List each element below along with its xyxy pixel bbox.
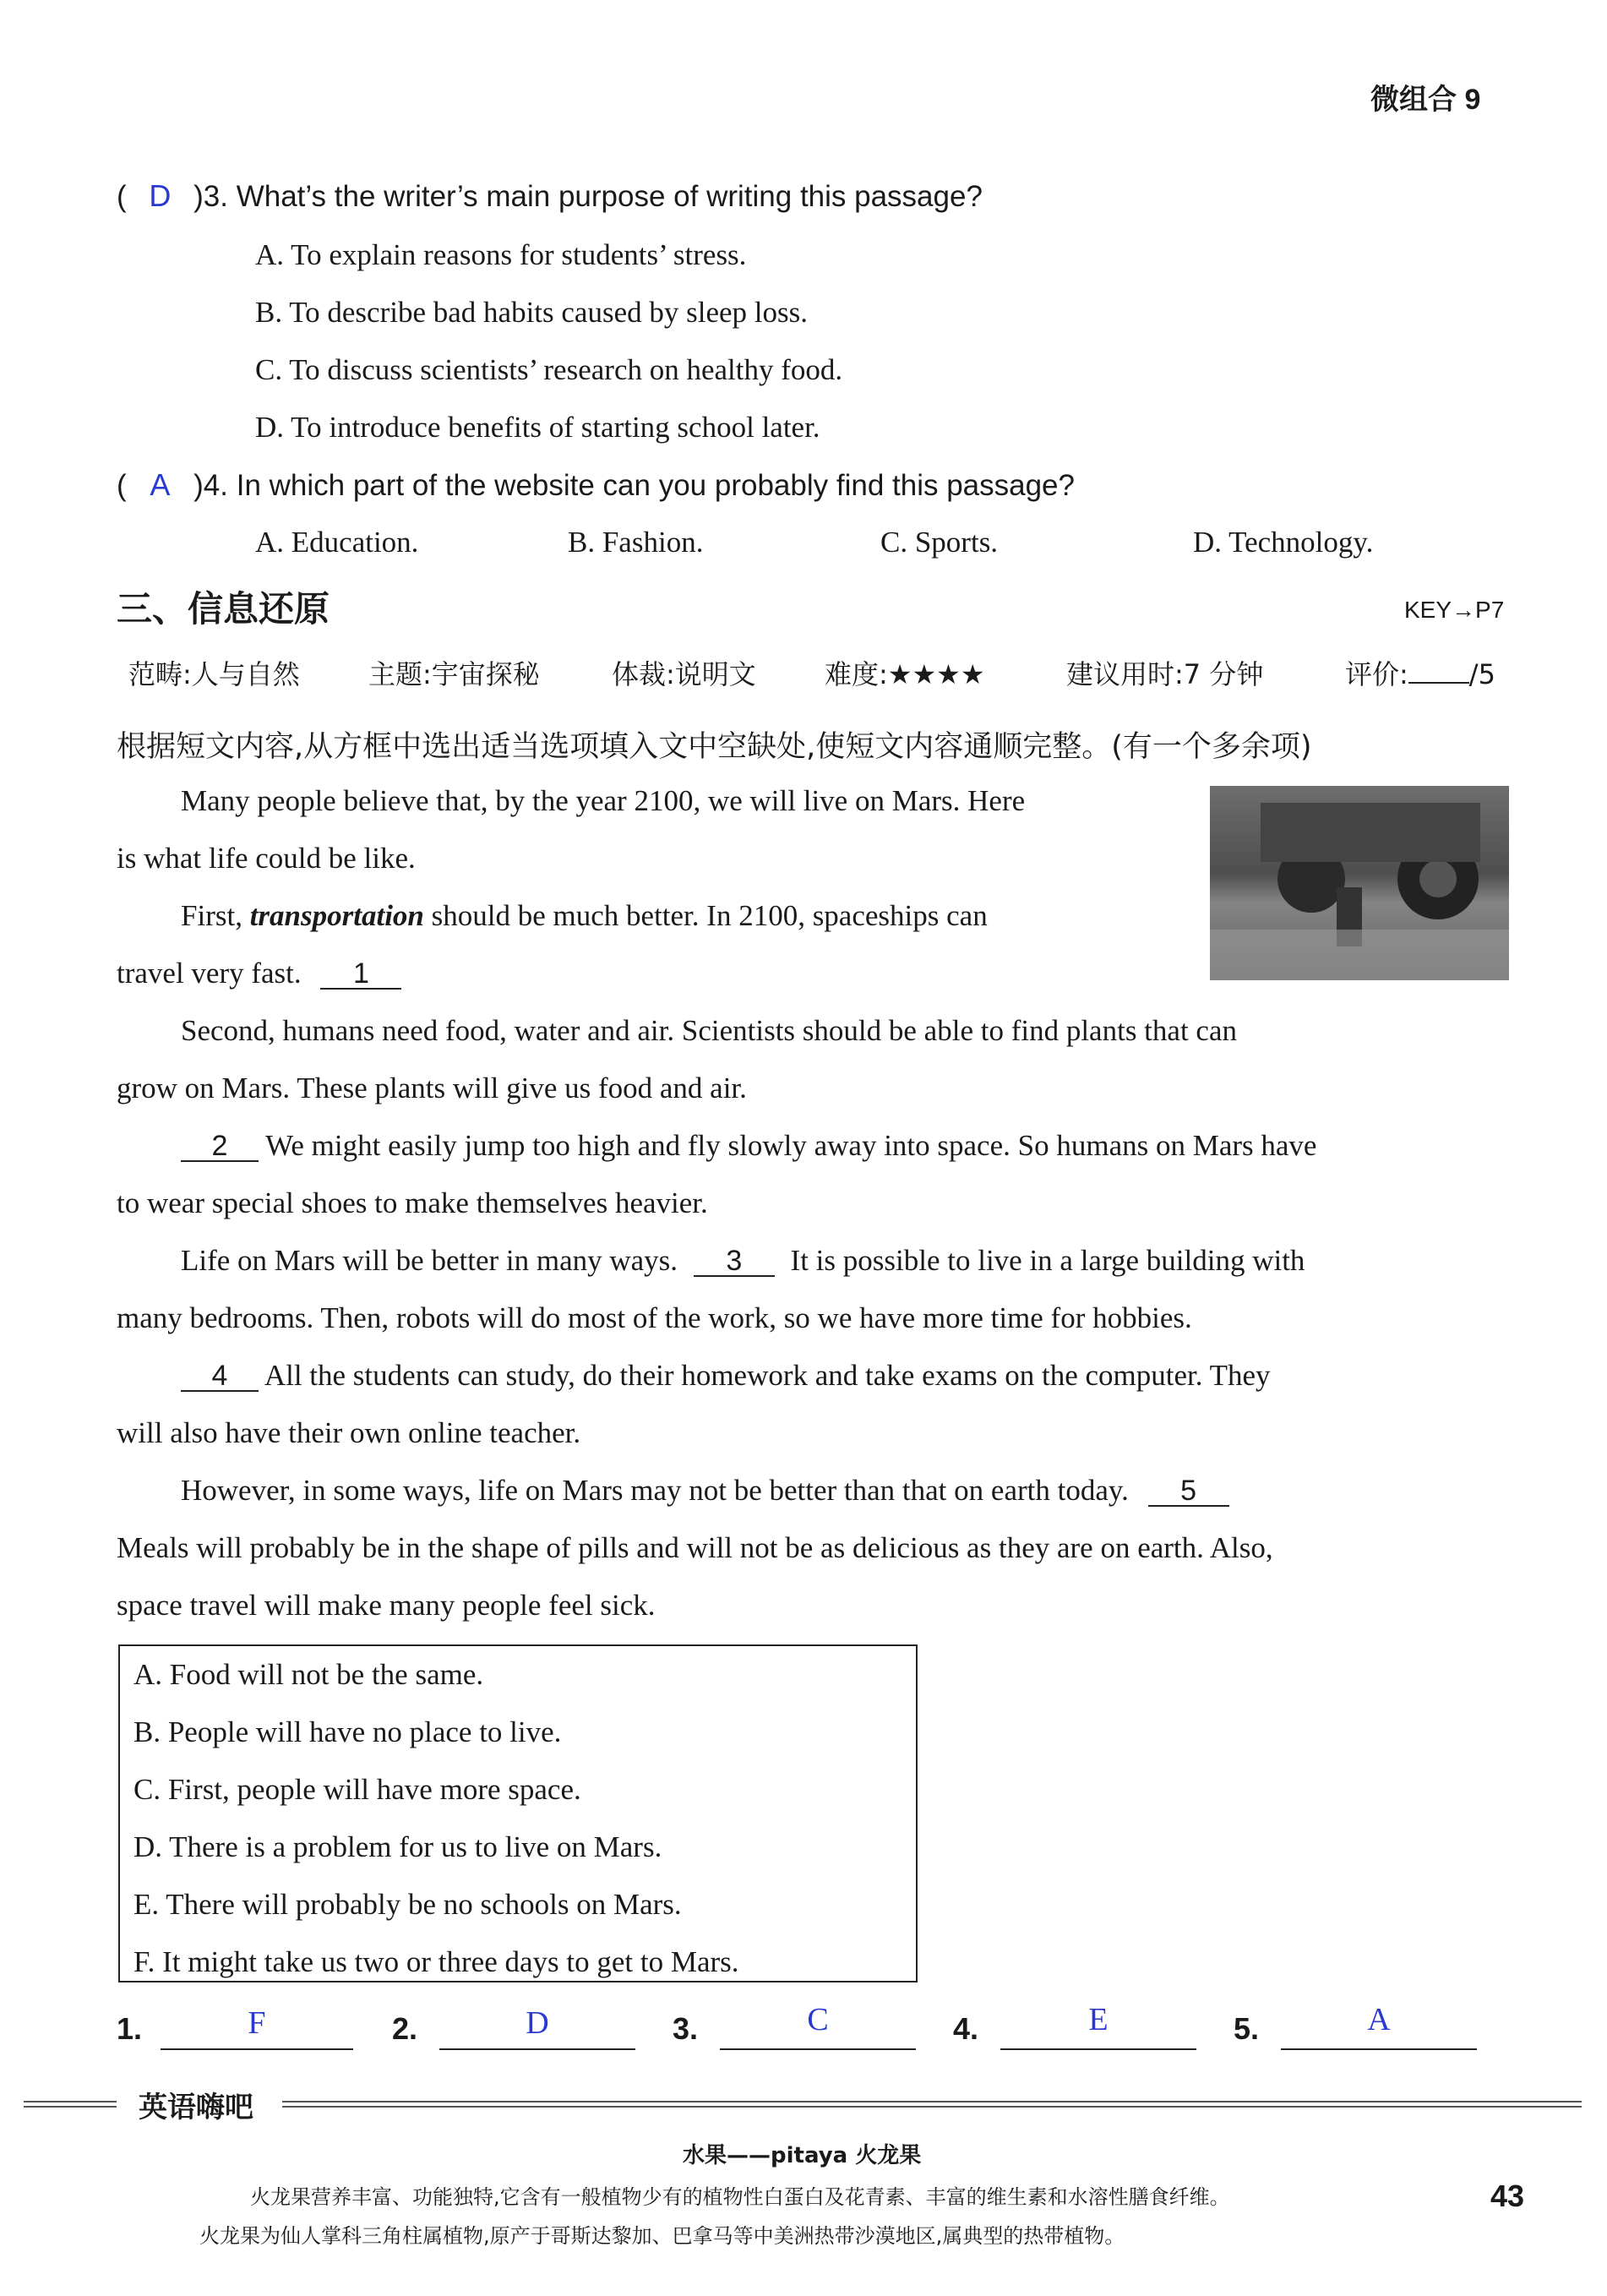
answer-4-label: 4. bbox=[953, 2011, 979, 2046]
answer-2-label: 2. bbox=[392, 2011, 418, 2046]
blank-5[interactable]: 5 bbox=[1148, 1476, 1229, 1507]
passage-p7-line1 bbox=[181, 1474, 1229, 1508]
answer-3-value: C bbox=[807, 2002, 829, 2037]
question-4-option-b: B. Fashion. bbox=[568, 526, 704, 559]
passage-p4-line1-text: We might easily jump too high and fly slowly away into space. So humans on Mars have bbox=[265, 1129, 1317, 1162]
footer-divider-right bbox=[282, 2101, 1582, 2108]
answer-3-label: 3. bbox=[673, 2011, 699, 2046]
answer-5-line[interactable] bbox=[1281, 2048, 1477, 2050]
meta-score bbox=[1345, 659, 1495, 690]
question-3-option-d: D. To introduce benefits of starting school later. bbox=[255, 411, 820, 444]
question-4-number: )4. bbox=[193, 469, 228, 502]
section-label: 微组合 9 bbox=[1370, 84, 1481, 116]
key-reference: KEY→P7 bbox=[1404, 597, 1505, 623]
instruction: 根据短文内容,从方框中选出适当选项填入文中空缺处,使短文内容通顺完整。(有一个多余项) bbox=[117, 730, 1312, 764]
question-3-stem: What’s the writer’s main purpose of writing this passage? bbox=[236, 180, 983, 213]
footer-divider-left bbox=[24, 2101, 117, 2108]
answer-5-label: 5. bbox=[1234, 2011, 1260, 2046]
mars-rover-photo bbox=[1210, 786, 1509, 980]
passage-p3-line1: Second, humans need food, water and air. Scientists should be able to find plants that can bbox=[181, 1014, 1237, 1047]
answer-1-value: F bbox=[248, 2005, 266, 2041]
box-option-e: E. There will probably be no schools on Mars. bbox=[133, 1888, 682, 1921]
page-number: 43 bbox=[1490, 2179, 1525, 2213]
question-4-stem: In which part of the website can you probably find this passage? bbox=[236, 469, 1075, 502]
question-3-option-b: B. To describe bad habits caused by sleep loss. bbox=[255, 296, 808, 329]
meta-score-label: 评价: bbox=[1345, 658, 1408, 690]
question-4-option-a: A. Education. bbox=[255, 526, 419, 559]
meta-genre: 体裁:说明文 bbox=[612, 658, 756, 690]
question-4: ( A )4. In which part of the website can you probably find this passage? bbox=[117, 467, 1075, 502]
box-option-a: A. Food will not be the same. bbox=[133, 1658, 484, 1691]
fruit-line-1: 火龙果营养丰富、功能独特,它含有一般植物少有的植物性白蛋白及花青素、丰富的维生素和水溶性膳食纤维。 bbox=[250, 2185, 1230, 2209]
blank-3[interactable]: 3 bbox=[694, 1246, 775, 1277]
blank-1[interactable]: 1 bbox=[320, 959, 401, 990]
section-title: 三、信息还原 bbox=[117, 588, 330, 630]
question-3-number: )3. bbox=[193, 180, 228, 213]
passage-p5-line1 bbox=[181, 1244, 1305, 1278]
passage-p2-pre: First, bbox=[181, 899, 242, 932]
question-3-option-c: C. To discuss scientists’ research on healthy food. bbox=[255, 353, 843, 386]
blank-4[interactable]: 4 bbox=[181, 1361, 259, 1392]
meta-difficulty-label: 难度: bbox=[825, 658, 888, 690]
question-4-option-c: C. Sports. bbox=[880, 526, 999, 559]
passage-p1-line1: Many people believe that, by the year 2100, we will live on Mars. Here bbox=[181, 784, 1026, 817]
passage-p2-line1 bbox=[181, 899, 988, 933]
score-blank[interactable] bbox=[1408, 660, 1469, 684]
passage-p7-line1-text: However, in some ways, life on Mars may not be better than that on earth today. bbox=[181, 1474, 1129, 1507]
passage-p6-line1-text: All the students can study, do their homework and take exams on the computer. They bbox=[264, 1359, 1271, 1392]
passage-p2-post: should be much better. In 2100, spaceships can bbox=[431, 899, 988, 932]
answer-4-value: E bbox=[1088, 2002, 1109, 2037]
blank-2[interactable]: 2 bbox=[181, 1132, 259, 1162]
answer-5-value: A bbox=[1367, 2002, 1391, 2037]
passage-p7-line3: space travel will make many people feel sick. bbox=[117, 1589, 656, 1622]
options-box bbox=[118, 1644, 918, 1982]
footer-section-name: 英语嗨吧 bbox=[139, 2091, 253, 2124]
answer-4-line[interactable] bbox=[1000, 2048, 1196, 2050]
answer-2-value: D bbox=[526, 2005, 549, 2041]
passage-p5-line2: many bedrooms. Then, robots will do most of the work, so we have more time for hobbies. bbox=[117, 1301, 1192, 1334]
question-3-answer: D bbox=[149, 178, 172, 213]
passage-p5-post: It is possible to live in a large building with bbox=[790, 1244, 1305, 1277]
passage-p4-line1 bbox=[181, 1129, 1316, 1163]
box-option-c: C. First, people will have more space. bbox=[133, 1773, 581, 1806]
passage-p4-line2: to wear special shoes to make themselves heavier. bbox=[117, 1186, 708, 1219]
question-4-answer: A bbox=[150, 467, 171, 502]
passage-p1-line2: is what life could be like. bbox=[117, 842, 416, 875]
answer-2-line[interactable] bbox=[439, 2048, 635, 2050]
question-3: ( D )3. What’s the writer’s main purpose of writing this passage? bbox=[117, 178, 983, 213]
box-option-b: B. People will have no place to live. bbox=[133, 1715, 562, 1748]
box-option-d: D. There is a problem for us to live on Mars. bbox=[133, 1830, 662, 1863]
passage-keyword: transportation bbox=[249, 899, 424, 932]
answer-1-label: 1. bbox=[117, 2011, 143, 2046]
fruit-line-2: 火龙果为仙人掌科三角柱属植物,原产于哥斯达黎加、巴拿马等中美洲热带沙漠地区,属典型的热带植物。 bbox=[199, 2224, 1125, 2248]
passage-p3-line2: grow on Mars. These plants will give us food and air. bbox=[117, 1072, 747, 1104]
meta-difficulty bbox=[825, 659, 985, 690]
answer-3-line[interactable] bbox=[720, 2048, 916, 2050]
meta-score-total: /5 bbox=[1468, 658, 1495, 690]
meta-theme: 主题:宇宙探秘 bbox=[368, 658, 540, 690]
question-4-option-d: D. Technology. bbox=[1193, 526, 1374, 559]
passage-p2-line2-text: travel very fast. bbox=[117, 957, 302, 990]
passage-p5-pre: Life on Mars will be better in many ways. bbox=[181, 1244, 678, 1277]
passage-p6-line1 bbox=[181, 1359, 1271, 1393]
box-option-f: F. It might take us two or three days to get to Mars. bbox=[133, 1945, 739, 1978]
passage-p6-line2: will also have their own online teacher. bbox=[117, 1416, 581, 1449]
answer-1-line[interactable] bbox=[161, 2048, 353, 2050]
meta-time: 建议用时:7 分钟 bbox=[1066, 658, 1264, 690]
passage-p2-line2 bbox=[117, 957, 401, 990]
fruit-title: 水果——pitaya 火龙果 bbox=[683, 2143, 922, 2168]
meta-category: 范畴:人与自然 bbox=[128, 658, 300, 690]
passage-p7-line2: Meals will probably be in the shape of pills and will not be as delicious as they are on earth. Also, bbox=[117, 1531, 1273, 1564]
difficulty-stars: ★★★★ bbox=[887, 658, 985, 690]
question-3-option-a: A. To explain reasons for students’ stress. bbox=[255, 238, 747, 271]
